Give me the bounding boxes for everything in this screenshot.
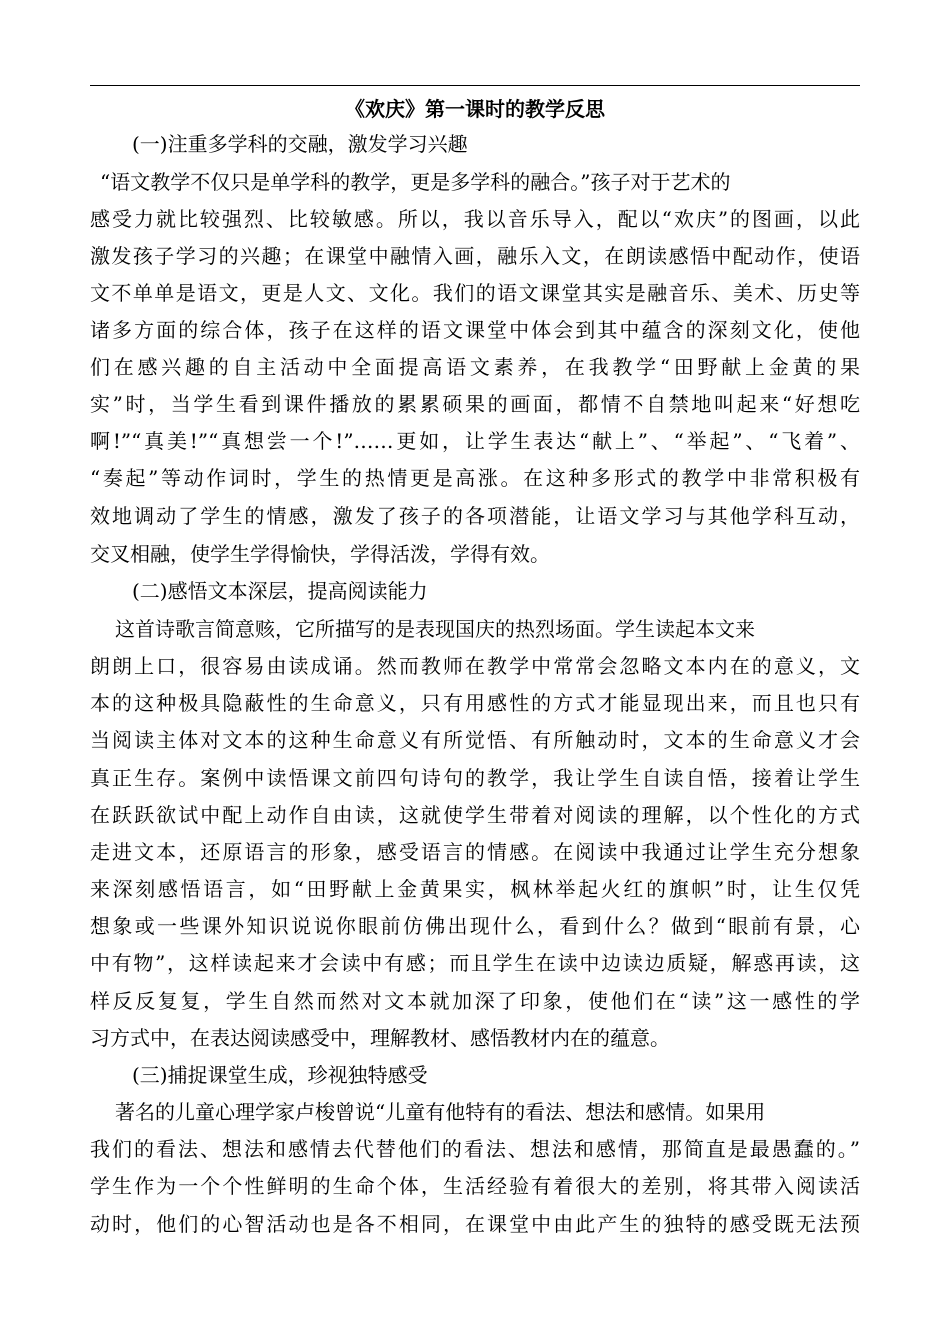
section-heading-1: (一)注重多学科的交融，激发学习兴趣 xyxy=(132,132,468,156)
paragraph-line: 习方式中，在表达阅读感受中，理解教材、感悟教材内在的蕴意。 xyxy=(90,1026,670,1050)
paragraph-line: 激发孩子学习的兴趣；在课堂中融情入画，融乐入文，在朗读感悟中配动作，使语 xyxy=(90,244,860,268)
paragraph-line: 交叉相融，使学生学得愉快，学得活泼，学得有效。 xyxy=(90,542,550,566)
paragraph-line: 学生作为一个个性鲜明的生命个体，生活经验有着很大的差别，将其带入阅读活 xyxy=(90,1174,860,1198)
paragraph-line: 当阅读主体对文本的这种生命意义有所觉悟、有所触动时，文本的生命意义才会 xyxy=(90,728,860,752)
paragraph-line: 想象或一些课外知识说说你眼前仿佛出现什么，看到什么？做到“眼前有景，心 xyxy=(90,914,860,938)
paragraph-line: 来深刻感悟语言，如“田野献上金黄果实，枫林举起火红的旗帜”时，让生仅凭 xyxy=(90,877,860,901)
paragraph-line: 走进文本，还原语言的形象，感受语言的情感。在阅读中我通过让学生充分想象 xyxy=(90,840,860,864)
paragraph-line: 动时，他们的心智活动也是各不相同，在课堂中由此产生的独特的感受既无法预 xyxy=(90,1212,860,1236)
section-heading-2: (二)感悟文本深层，提高阅读能力 xyxy=(132,579,428,603)
paragraph-line: 真正生存。案例中读悟课文前四句诗句的教学，我让学生自读自悟，接着让学生 xyxy=(90,766,860,790)
paragraph-line: 中有物”，这样读起来才会读中有感；而且学生在读中边读边质疑，解惑再读，这 xyxy=(90,951,860,975)
header-rule xyxy=(90,85,860,86)
paragraph-line: 们在感兴趣的自主活动中全面提高语文素养，在我教学“田野献上金黄的果 xyxy=(90,355,860,379)
paragraph-line: 效地调动了学生的情感，激发了孩子的各项潜能，让语文学习与其他学科互动， xyxy=(90,504,860,528)
paragraph-line: 诸多方面的综合体，孩子在这样的语文课堂中体会到其中蕴含的深刻文化，使他 xyxy=(90,318,860,342)
paragraph-line: 文不单单是语文，更是人文、文化。我们的语文课堂其实是融音乐、美术、历史等 xyxy=(90,281,860,305)
paragraph-line: 本的这种极具隐蔽性的生命意义，只有用感性的方式才能显现出来，而且也只有 xyxy=(90,691,860,715)
paragraph-line: 这首诗歌言简意赅，它所描写的是表现国庆的热烈场面。学生读起本文来 xyxy=(115,617,755,641)
section-heading-3: (三)捕捉课堂生成，珍视独特感受 xyxy=(132,1063,428,1087)
paragraph-line: 感受力就比较强烈、比较敏感。所以，我以音乐导入，配以“欢庆”的图画，以此 xyxy=(90,207,860,231)
document-title: 《欢庆》第一课时的教学反思 xyxy=(345,97,605,121)
paragraph-line: 在跃跃欲试中配上动作自由读，这就使学生带着对阅读的理解，以个性化的方式 xyxy=(90,803,860,827)
paragraph-line: 啊!”“真美!”“真想尝一个!”……更如，让学生表达“献上”、“举起”、“飞着”、 xyxy=(90,429,860,453)
paragraph-line: “语文教学不仅只是单学科的教学，更是多学科的融合。”孩子对于艺术的 xyxy=(100,170,731,194)
paragraph-line: 朗朗上口，很容易由读成诵。然而教师在教学中常常会忽略文本内在的意义，文 xyxy=(90,654,860,678)
paragraph-line: “奏起”等动作词时，学生的热情更是高涨。在这种多形式的教学中非常积极有 xyxy=(90,466,860,490)
paragraph-line: 实”时，当学生看到课件播放的累累硕果的画面，都情不自禁地叫起来“好想吃 xyxy=(90,392,860,416)
paragraph-line: 著名的儿童心理学家卢梭曾说“儿童有他特有的看法、想法和感情。如果用 xyxy=(115,1100,766,1124)
paragraph-line: 样反反复复，学生自然而然对文本就加深了印象，使他们在“读”这一感性的学 xyxy=(90,989,860,1013)
paragraph-line: 我们的看法、想法和感情去代替他们的看法、想法和感情，那简直是最愚蠢的。” xyxy=(90,1137,860,1161)
